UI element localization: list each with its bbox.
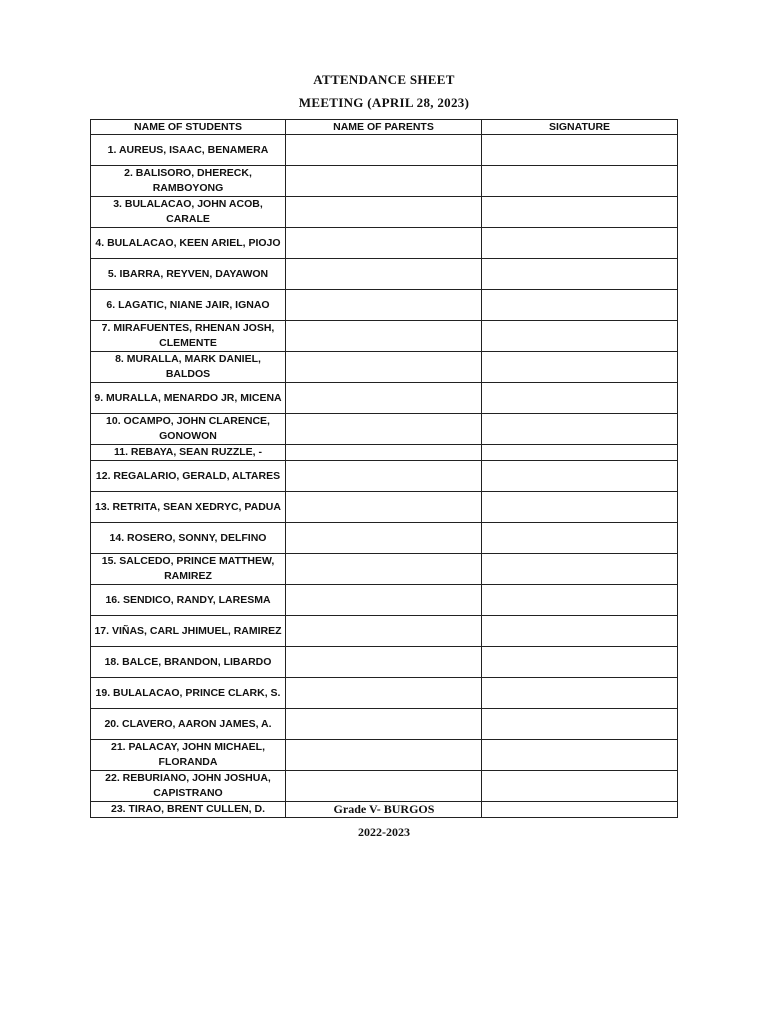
- signature-cell[interactable]: [482, 197, 678, 228]
- table-row: [91, 321, 678, 352]
- student-name: 18. BALCE, BRANDON, LIBARDO: [91, 647, 286, 678]
- signature-cell[interactable]: [482, 352, 678, 383]
- student-name: 9. MURALLA, MENARDO JR, MICENA: [91, 383, 286, 414]
- parent-name-cell[interactable]: [286, 709, 482, 740]
- parent-name-cell[interactable]: [286, 290, 482, 321]
- table-row: [91, 135, 678, 166]
- signature-cell[interactable]: [482, 461, 678, 492]
- signature-cell[interactable]: [482, 647, 678, 678]
- student-name: 16. SENDICO, RANDY, LARESMA: [91, 585, 286, 616]
- parent-name-cell[interactable]: [286, 647, 482, 678]
- parent-name-cell[interactable]: [286, 166, 482, 197]
- table-row: [91, 585, 678, 616]
- parent-name-cell[interactable]: [286, 321, 482, 352]
- student-name: 7. MIRAFUENTES, RHENAN JOSH, CLEMENTE: [91, 321, 286, 352]
- signature-cell[interactable]: [482, 740, 678, 771]
- student-name: 10. OCAMPO, JOHN CLARENCE, GONOWON: [91, 414, 286, 445]
- student-name: 12. REGALARIO, GERALD, ALTARES: [91, 461, 286, 492]
- table-row: [91, 259, 678, 290]
- parent-name-cell[interactable]: [286, 352, 482, 383]
- student-name: 11. REBAYA, SEAN RUZZLE, -: [91, 445, 286, 461]
- parent-name-cell[interactable]: [286, 771, 482, 802]
- signature-cell[interactable]: [482, 321, 678, 352]
- parent-name-cell[interactable]: [286, 461, 482, 492]
- table-row: [91, 554, 678, 585]
- table-row: [91, 228, 678, 259]
- table-row: [91, 197, 678, 228]
- parent-name-cell[interactable]: [286, 554, 482, 585]
- parent-name-cell[interactable]: [286, 135, 482, 166]
- signature-cell[interactable]: [482, 554, 678, 585]
- student-name: 3. BULALACAO, JOHN ACOB, CARALE: [91, 197, 286, 228]
- student-name: 13. RETRITA, SEAN XEDRYC, PADUA: [91, 492, 286, 523]
- parent-name-cell[interactable]: [286, 492, 482, 523]
- header-parents: NAME OF PARENTS: [286, 120, 482, 135]
- parent-name-cell[interactable]: [286, 228, 482, 259]
- student-name: 19. BULALACAO, PRINCE CLARK, S.: [91, 678, 286, 709]
- table-row: [91, 414, 678, 445]
- parent-name-cell[interactable]: [286, 585, 482, 616]
- table-row: [91, 647, 678, 678]
- signature-cell[interactable]: [482, 585, 678, 616]
- signature-cell[interactable]: [482, 678, 678, 709]
- student-name: 22. REBURIANO, JOHN JOSHUA, CAPISTRANO: [91, 771, 286, 802]
- parent-name-cell[interactable]: [286, 445, 482, 461]
- signature-cell[interactable]: [482, 445, 678, 461]
- student-name: 4. BULALACAO, KEEN ARIEL, PIOJO: [91, 228, 286, 259]
- signature-cell[interactable]: [482, 259, 678, 290]
- student-name: 2. BALISORO, DHERECK, RAMBOYONG: [91, 166, 286, 197]
- table-row: [91, 678, 678, 709]
- signature-cell[interactable]: [482, 228, 678, 259]
- student-name: 14. ROSERO, SONNY, DELFINO: [91, 523, 286, 554]
- table-row: [91, 445, 678, 461]
- table-row: [91, 523, 678, 554]
- table-row: [91, 709, 678, 740]
- signature-cell[interactable]: [482, 135, 678, 166]
- student-name: 15. SALCEDO, PRINCE MATTHEW, RAMIREZ: [91, 554, 286, 585]
- signature-cell[interactable]: [482, 709, 678, 740]
- table-row: [91, 461, 678, 492]
- sheet-title: ATTENDANCE SHEET: [313, 72, 455, 87]
- signature-cell[interactable]: [482, 414, 678, 445]
- signature-cell[interactable]: [482, 616, 678, 647]
- parent-name-cell[interactable]: [286, 414, 482, 445]
- attendance-table: [90, 119, 678, 818]
- signature-cell[interactable]: [482, 523, 678, 554]
- parent-name-cell[interactable]: [286, 197, 482, 228]
- table-row: [91, 383, 678, 414]
- table-row: [91, 740, 678, 771]
- parent-name-cell[interactable]: [286, 678, 482, 709]
- signature-cell[interactable]: [482, 383, 678, 414]
- parent-name-cell[interactable]: [286, 383, 482, 414]
- school-year: 2022-2023: [358, 825, 410, 839]
- header-signature: SIGNATURE: [482, 120, 678, 135]
- parent-name-cell[interactable]: [286, 259, 482, 290]
- student-name: 17. VIÑAS, CARL JHIMUEL, RAMIREZ: [91, 616, 286, 647]
- table-row: [91, 492, 678, 523]
- student-name: 23. TIRAO, BRENT CULLEN, D.: [91, 802, 286, 818]
- grade-section: Grade V- BURGOS: [333, 802, 435, 816]
- table-row: [91, 166, 678, 197]
- parent-name-cell[interactable]: [286, 616, 482, 647]
- header-students: NAME OF STUDENTS: [91, 120, 286, 135]
- student-name: 1. AUREUS, ISAAC, BENAMERA: [91, 135, 286, 166]
- table-row: [91, 290, 678, 321]
- signature-cell[interactable]: [482, 166, 678, 197]
- parent-name-cell[interactable]: [286, 523, 482, 554]
- table-row: [91, 616, 678, 647]
- signature-cell[interactable]: [482, 771, 678, 802]
- meeting-subtitle: MEETING (APRIL 28, 2023): [298, 95, 470, 110]
- student-name: 8. MURALLA, MARK DANIEL, BALDOS: [91, 352, 286, 383]
- student-name: 5. IBARRA, REYVEN, DAYAWON: [91, 259, 286, 290]
- student-name: 21. PALACAY, JOHN MICHAEL, FLORANDA: [91, 740, 286, 771]
- table-row: [91, 771, 678, 802]
- table-header-row: [91, 120, 678, 135]
- signature-cell[interactable]: [482, 290, 678, 321]
- parent-name-cell[interactable]: [286, 740, 482, 771]
- signature-cell[interactable]: [482, 492, 678, 523]
- student-name: 20. CLAVERO, AARON JAMES, A.: [91, 709, 286, 740]
- table-row: [91, 352, 678, 383]
- student-name: 6. LAGATIC, NIANE JAIR, IGNAO: [91, 290, 286, 321]
